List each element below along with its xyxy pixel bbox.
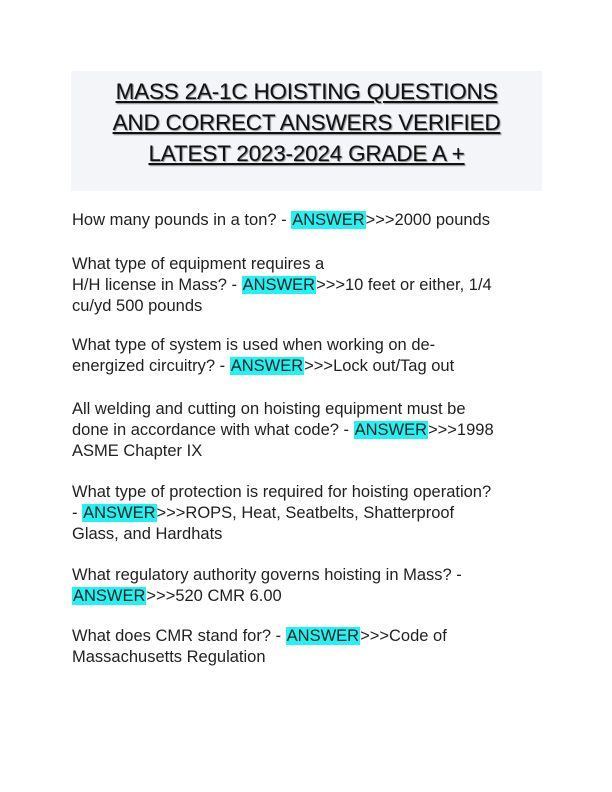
answer-highlight: ANSWER bbox=[242, 276, 316, 294]
question-text: What type of system is used when working on de- bbox=[72, 336, 436, 354]
title-line-3: LATEST 2023-2024 GRADE A + bbox=[148, 141, 465, 166]
qa-line bbox=[72, 503, 491, 524]
qa-line bbox=[72, 210, 490, 231]
answer-text: >>>2000 pounds bbox=[365, 211, 490, 229]
answer-text: ASME Chapter IX bbox=[72, 442, 203, 460]
answer-highlight: ANSWER bbox=[354, 421, 428, 439]
answer-highlight: ANSWER bbox=[73, 587, 146, 605]
question-text: What type of protection is required for hoisting operation? bbox=[72, 483, 492, 501]
document-title-box bbox=[71, 71, 542, 191]
answer-text: >>>ROPS, Heat, Seatbelts, Shatterproof bbox=[156, 504, 455, 522]
answer-text: >>>1998 bbox=[428, 421, 494, 439]
question-text: How many pounds in a ton? - bbox=[72, 211, 292, 229]
answer-text: >>>Lock out/Tag out bbox=[304, 357, 455, 375]
qa-item bbox=[72, 254, 492, 317]
question-text: - bbox=[72, 504, 83, 522]
qa-line bbox=[72, 586, 462, 607]
qa-line bbox=[72, 441, 494, 462]
qa-line bbox=[72, 254, 492, 275]
answer-text: >>>Code of bbox=[360, 627, 447, 645]
answer-text: >>>10 feet or either, 1/4 bbox=[316, 276, 492, 294]
question-text: What regulatory authority governs hoisting in Mass? - bbox=[72, 566, 462, 584]
qa-item bbox=[72, 335, 454, 377]
question-text: done in accordance with what code? - bbox=[72, 421, 354, 439]
qa-line bbox=[72, 356, 454, 377]
qa-line bbox=[72, 399, 494, 420]
question-text: H/H license in Mass? - bbox=[72, 276, 242, 294]
title-line-1: MASS 2A-1C HOISTING QUESTIONS bbox=[115, 79, 498, 104]
qa-item bbox=[72, 482, 491, 545]
qa-item bbox=[72, 210, 490, 231]
answer-text: cu/yd 500 pounds bbox=[72, 297, 203, 315]
answer-text: Massachusetts Regulation bbox=[72, 648, 266, 666]
qa-line bbox=[72, 565, 462, 586]
qa-line bbox=[72, 420, 494, 441]
qa-line bbox=[72, 275, 492, 296]
answer-highlight: ANSWER bbox=[292, 211, 365, 229]
qa-line bbox=[72, 626, 447, 647]
answer-highlight: ANSWER bbox=[286, 627, 360, 645]
answer-text: Glass, and Hardhats bbox=[72, 525, 223, 543]
answer-text: >>>520 CMR 6.00 bbox=[146, 587, 282, 605]
qa-line bbox=[72, 524, 491, 545]
question-text: energized circuitry? - bbox=[72, 357, 230, 375]
qa-item bbox=[72, 565, 462, 607]
question-text: All welding and cutting on hoisting equipment must be bbox=[72, 400, 466, 418]
qa-line bbox=[72, 647, 447, 668]
answer-highlight: ANSWER bbox=[230, 357, 304, 375]
answer-highlight: ANSWER bbox=[83, 504, 156, 522]
qa-item bbox=[72, 626, 447, 668]
qa-line bbox=[72, 296, 492, 317]
qa-item bbox=[72, 399, 494, 462]
qa-line bbox=[72, 335, 454, 356]
question-text: What does CMR stand for? - bbox=[72, 627, 286, 645]
question-text: What type of equipment requires a bbox=[72, 255, 325, 273]
title-line-2: AND CORRECT ANSWERS VERIFIED bbox=[112, 110, 501, 135]
qa-line bbox=[72, 482, 491, 503]
